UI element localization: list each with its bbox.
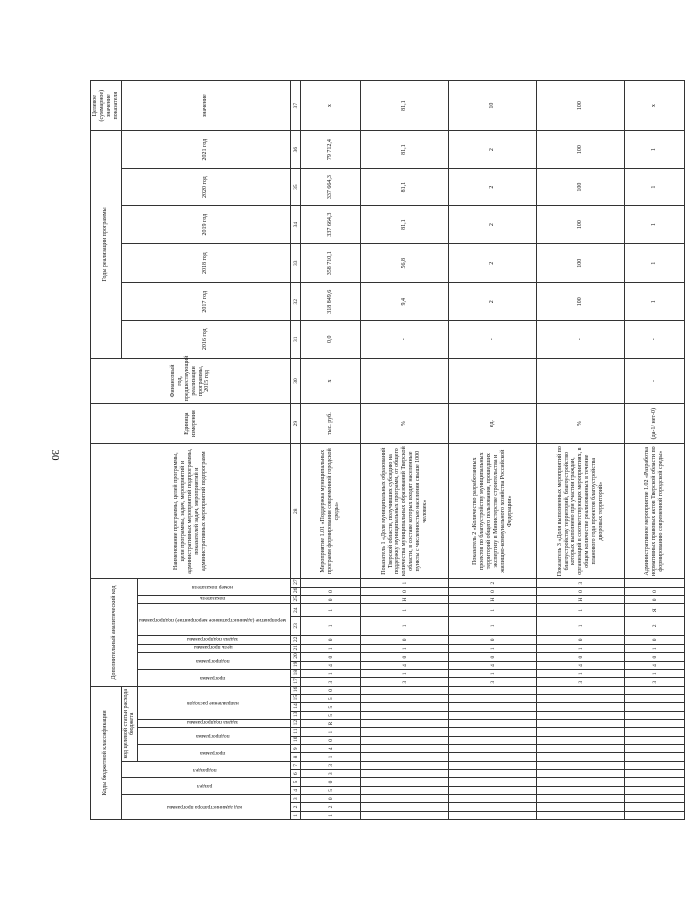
d-podprogramma-header: подпрограмма: [196, 658, 230, 665]
table-row: [625, 81, 685, 820]
dop-code-cell: 4: [361, 661, 449, 669]
column-number: 29: [291, 404, 301, 444]
column-number: 10: [291, 736, 301, 744]
code-cell: [537, 753, 625, 761]
dop-code-cell: 1: [361, 579, 449, 587]
code-cell: 5: [301, 711, 361, 719]
code-cell: 1: [301, 753, 361, 761]
year-value-cell: 337 664,3: [301, 206, 361, 244]
code-cell: [625, 761, 685, 769]
column-number: 30: [291, 358, 301, 404]
unit-cell: ед.: [449, 404, 537, 444]
year-value-cell: 81,1: [361, 131, 449, 169]
unit-header: Единица измерения: [91, 404, 291, 444]
code-cell: [625, 795, 685, 803]
razdel-header: раздел: [196, 783, 213, 790]
dop-code-cell: 0: [361, 635, 449, 644]
dop-code-cell: 0: [361, 587, 449, 595]
d-zadacha-header: задача подпрограммы: [187, 636, 239, 643]
column-number: 34: [291, 206, 301, 244]
y2021-header: 2021 год: [121, 131, 291, 169]
target-header: Целевое (суммарное) значение показателя: [91, 81, 122, 131]
code-cell: [361, 703, 449, 711]
name-cell: Показатель 3 «Доля выполненных мероприятий по благоустройству территорий, благоустройство которых выполнено при участии граждан, организаций в соответствующих мероприятиях, в общем количестве реализованных в течение планового года проектов благоустройства дворовых территорий»: [537, 443, 625, 578]
year-value-cell: 2: [449, 131, 537, 169]
d-pokazatel-header: показатель: [200, 595, 226, 602]
dop-code-cell: 3: [449, 678, 537, 686]
dop-code-cell: 0: [301, 587, 361, 595]
year-value-cell: 100: [537, 283, 625, 321]
dop-code-cell: 1: [449, 645, 537, 653]
column-number: 32: [291, 283, 301, 321]
code-cell: [625, 686, 685, 694]
dop-code-cell: 4: [537, 661, 625, 669]
code-cell: [537, 745, 625, 753]
code-cell: [361, 695, 449, 703]
code-cell: [625, 703, 685, 711]
code-cell: [537, 703, 625, 711]
year-value-cell: -: [449, 321, 537, 359]
dop-code-cell: 0: [537, 635, 625, 644]
dop-code-cell: [625, 579, 685, 587]
years-group-header: Годы реализации программы: [91, 131, 122, 358]
table-row: [449, 81, 537, 820]
column-number: 24: [291, 604, 301, 617]
year-value-cell: 318 849,6: [301, 283, 361, 321]
column-number: 20: [291, 653, 301, 661]
fin-year-cell: [449, 358, 537, 404]
fin-year-header: Финансовый год, предшествующий реализации программы, 2015 год: [91, 358, 291, 404]
code-cell: 3: [301, 761, 361, 769]
code-cell: [361, 686, 449, 694]
code-cell: [537, 761, 625, 769]
dop-code-cell: 1: [301, 616, 361, 635]
code-cell: [537, 695, 625, 703]
name-cell: Показатель 1 «Доля муниципальных образований Тверской области, получивших субсидию на поддержку муниципальных программ, от общего количества муниципальных образований Тверской области, в составе которых входят населенные пункты с численностью населения свыше 1000 человек»: [361, 443, 449, 578]
code-cell: [361, 803, 449, 811]
dop-code-cell: 1: [361, 616, 449, 635]
dop-code-cell: 1: [537, 604, 625, 617]
code-cell: [361, 795, 449, 803]
code-cell: [449, 786, 537, 794]
y2020-header: 2020 год: [121, 168, 291, 206]
column-number: 14: [291, 703, 301, 711]
unit-cell: %: [361, 404, 449, 444]
year-value-cell: 1: [625, 206, 685, 244]
year-value-cell: 337 664,3: [301, 168, 361, 206]
znachenie-header: значение: [121, 81, 291, 131]
dop-code-cell: 1: [361, 645, 449, 653]
code-cell: 0: [301, 795, 361, 803]
code-cell: [537, 728, 625, 736]
page-number: 30: [49, 449, 61, 461]
column-number: 28: [291, 443, 301, 578]
dop-code-cell: 2: [449, 579, 537, 587]
dop-code-cell: Н: [361, 596, 449, 604]
code-cell: R: [301, 720, 361, 728]
year-value-cell: 1: [625, 283, 685, 321]
y2016-header: 2016 год: [121, 321, 291, 359]
code-cell: [449, 703, 537, 711]
dop-code-cell: 3: [361, 678, 449, 686]
year-value-cell: -: [361, 321, 449, 359]
code-cell: [361, 811, 449, 819]
dop-code-cell: 0: [301, 596, 361, 604]
code-cell: 2: [301, 803, 361, 811]
column-number: 4: [291, 786, 301, 794]
column-number: 25: [291, 596, 301, 604]
code-cell: [625, 745, 685, 753]
code-cell: [449, 761, 537, 769]
code-cell: [449, 728, 537, 736]
code-cell: [625, 786, 685, 794]
code-cell: [537, 770, 625, 778]
code-cell: [361, 778, 449, 786]
code-cell: [449, 711, 537, 719]
column-number: 35: [291, 168, 301, 206]
code-cell: [625, 736, 685, 744]
year-value-cell: 100: [537, 243, 625, 283]
d-tsel-header: цель программы: [193, 644, 233, 651]
column-number: 16: [291, 686, 301, 694]
column-number: 31: [291, 321, 301, 359]
column-number: 33: [291, 243, 301, 283]
dop-code-cell: 0: [537, 587, 625, 595]
code-cell: 0: [301, 778, 361, 786]
code-cell: [361, 770, 449, 778]
year-value-cell: 2: [449, 283, 537, 321]
table-row: [361, 81, 449, 820]
code-cell: [625, 770, 685, 778]
dop-code-cell: 1: [537, 670, 625, 678]
name-cell: Показатель 2 «Количество разработанных проектов по благоустройству муниципальных территорий общего пользования, прошедших экспертизу в Министерстве строительства и жилищно-коммунального хозяйства Российской Федерации»: [449, 443, 537, 578]
column-number-row: [291, 81, 301, 820]
target-cell: x: [625, 81, 685, 131]
dop-code-cell: 1: [301, 645, 361, 653]
code-cell: [625, 778, 685, 786]
csr-group-header: код целевой статьи расхода бюджета: [121, 686, 138, 761]
column-number: 22: [291, 635, 301, 644]
year-value-cell: 81,1: [361, 168, 449, 206]
dop-code-cell: 1: [449, 616, 537, 635]
programma-header: программа: [200, 750, 226, 757]
dop-code-cell: 0: [625, 596, 685, 604]
column-number: 18: [291, 670, 301, 678]
dop-code-cell: 0: [449, 587, 537, 595]
year-value-cell: 1: [625, 168, 685, 206]
year-value-cell: 2: [449, 168, 537, 206]
fin-year-cell: -: [625, 358, 685, 404]
year-value-cell: 81,1: [361, 206, 449, 244]
y2018-header: 2018 год: [121, 243, 291, 283]
fin-year-cell: x: [301, 358, 361, 404]
dop-code-cell: 4: [449, 661, 537, 669]
code-cell: [361, 736, 449, 744]
column-number: 27: [291, 579, 301, 587]
podprogramma-header: подпрограмма: [196, 733, 230, 740]
code-cell: [537, 803, 625, 811]
d-meropriyatie-header: мероприятие (административное мероприятие) подпрограммы: [139, 616, 287, 623]
year-value-cell: 0,0: [301, 321, 361, 359]
code-cell: [449, 720, 537, 728]
code-cell: [361, 761, 449, 769]
code-cell: [625, 695, 685, 703]
year-value-cell: 358 710,1: [301, 243, 361, 283]
table-row: [537, 81, 625, 820]
dop-code-cell: 4: [301, 661, 361, 669]
dop-code-cell: 1: [301, 604, 361, 617]
code-cell: 0: [301, 686, 361, 694]
code-cell: [361, 711, 449, 719]
dop-code-cell: 1: [625, 670, 685, 678]
code-cell: [449, 686, 537, 694]
dop-code-cell: 0: [449, 635, 537, 644]
dop-code-group-header: Дополнительный аналитический код: [91, 579, 138, 686]
dop-code-cell: 2: [625, 616, 685, 635]
column-number: 17: [291, 678, 301, 686]
year-value-cell: -: [537, 321, 625, 359]
column-number: 2: [291, 803, 301, 811]
column-number: 9: [291, 745, 301, 753]
code-cell: [625, 728, 685, 736]
code-cell: [625, 720, 685, 728]
year-value-cell: 2: [449, 243, 537, 283]
header-row-1: [91, 81, 122, 820]
code-cell: [449, 803, 537, 811]
fin-year-cell: [361, 358, 449, 404]
code-cell: 1: [301, 811, 361, 819]
column-number: 3: [291, 795, 301, 803]
dop-code-cell: 1: [625, 645, 685, 653]
code-cell: 5: [301, 695, 361, 703]
y2019-header: 2019 год: [121, 206, 291, 244]
column-number: 23: [291, 616, 301, 635]
dop-code-cell: 0: [449, 653, 537, 661]
unit-cell: %: [537, 404, 625, 444]
column-number: 8: [291, 753, 301, 761]
code-cell: 3: [301, 770, 361, 778]
dop-code-cell: 3: [537, 678, 625, 686]
d-nomer-header: номер показателя: [192, 584, 234, 591]
year-value-cell: -: [625, 321, 685, 359]
unit-cell: (да-1/ нет-0): [625, 404, 685, 444]
dop-code-cell: 1: [537, 616, 625, 635]
year-value-cell: 100: [537, 131, 625, 169]
napravlenie-header: направление расходов: [187, 700, 239, 707]
dop-code-cell: 0: [301, 635, 361, 644]
code-cell: [449, 695, 537, 703]
dop-code-cell: 1: [361, 670, 449, 678]
dop-code-cell: 1: [449, 604, 537, 617]
year-value-cell: 9,4: [361, 283, 449, 321]
column-number: 36: [291, 131, 301, 169]
podrazdel-header: подраздел: [192, 766, 217, 773]
program-table-frame: [90, 80, 665, 820]
target-cell: 100: [537, 81, 625, 131]
code-cell: [361, 728, 449, 736]
dop-code-cell: 4: [625, 661, 685, 669]
dop-code-cell: 3: [301, 678, 361, 686]
dop-code-cell: 1: [301, 670, 361, 678]
dop-code-cell: Я: [625, 604, 685, 617]
code-cell: 5: [301, 786, 361, 794]
code-cell: [449, 745, 537, 753]
dop-code-cell: 0: [625, 653, 685, 661]
code-cell: [537, 786, 625, 794]
code-cell: [361, 720, 449, 728]
code-cell: [449, 770, 537, 778]
dop-code-cell: [301, 579, 361, 587]
code-cell: 4: [301, 745, 361, 753]
code-cell: [449, 753, 537, 761]
dop-code-cell: 1: [537, 645, 625, 653]
table-row: [301, 81, 361, 820]
target-cell: 81,1: [361, 81, 449, 131]
year-value-cell: 2: [449, 206, 537, 244]
year-value-cell: 79 712,4: [301, 131, 361, 169]
fin-year-cell: [537, 358, 625, 404]
column-number: 15: [291, 695, 301, 703]
column-number: 13: [291, 711, 301, 719]
dop-code-cell: 1: [361, 604, 449, 617]
dop-code-cell: Н: [449, 596, 537, 604]
code-cell: 0: [301, 736, 361, 744]
name-cell: Административное мероприятие 1.02 «Разработка нормативных правовых актов Тверской области по формированию современной городской среды»: [625, 443, 685, 578]
unit-cell: тыс. руб.: [301, 404, 361, 444]
code-cell: [361, 745, 449, 753]
target-cell: 10: [449, 81, 537, 131]
codes-group-header: Коды бюджетной классификации: [91, 686, 122, 819]
code-admin-header: код администратора программы: [167, 804, 242, 811]
year-value-cell: 1: [625, 243, 685, 283]
year-value-cell: 100: [537, 168, 625, 206]
year-value-cell: 1: [625, 131, 685, 169]
code-cell: [537, 795, 625, 803]
dop-code-cell: 0: [537, 653, 625, 661]
dop-code-cell: Н: [537, 596, 625, 604]
zadacha-header: задача подпрограммы: [187, 719, 239, 726]
program-table: [90, 80, 685, 820]
code-cell: [537, 720, 625, 728]
code-cell: [537, 736, 625, 744]
code-cell: [537, 811, 625, 819]
year-value-cell: 100: [537, 206, 625, 244]
dop-code-cell: 0: [301, 653, 361, 661]
code-cell: [361, 786, 449, 794]
name-header: Наименование программы, целей программы, цели программы, задач, мероприятий и административных мероприятий подпрограммы, показателей задач, мероприятий и административных мероприятий подпрограмм: [91, 443, 291, 578]
code-cell: [361, 753, 449, 761]
dop-code-cell: 0: [625, 587, 685, 595]
column-number: 6: [291, 770, 301, 778]
code-cell: 1: [301, 728, 361, 736]
code-cell: [625, 811, 685, 819]
code-cell: [625, 803, 685, 811]
code-cell: [625, 753, 685, 761]
code-cell: [449, 811, 537, 819]
target-cell: x: [301, 81, 361, 131]
dop-code-cell: 3: [537, 579, 625, 587]
column-number: 5: [291, 778, 301, 786]
year-value-cell: 56,8: [361, 243, 449, 283]
code-cell: [537, 711, 625, 719]
code-cell: 5: [301, 703, 361, 711]
dop-code-cell: 0: [625, 635, 685, 644]
y2017-header: 2017 год: [121, 283, 291, 321]
dop-code-cell: 0: [361, 653, 449, 661]
column-number: 1: [291, 811, 301, 819]
dop-code-cell: 3: [625, 678, 685, 686]
dop-code-cell: 1: [449, 670, 537, 678]
column-number: 37: [291, 81, 301, 131]
code-cell: [449, 778, 537, 786]
code-cell: [449, 736, 537, 744]
column-number: 26: [291, 587, 301, 595]
column-number: 7: [291, 761, 301, 769]
column-number: 12: [291, 720, 301, 728]
code-cell: [449, 795, 537, 803]
column-number: 19: [291, 661, 301, 669]
code-cell: [537, 686, 625, 694]
column-number: 11: [291, 728, 301, 736]
code-cell: [537, 778, 625, 786]
name-cell: Мероприятие 1.01 «Поддержка муниципальных программ формирования современной городской среды»: [301, 443, 361, 578]
d-programma-header: программа: [200, 675, 226, 682]
column-number: 21: [291, 645, 301, 653]
code-cell: [625, 711, 685, 719]
